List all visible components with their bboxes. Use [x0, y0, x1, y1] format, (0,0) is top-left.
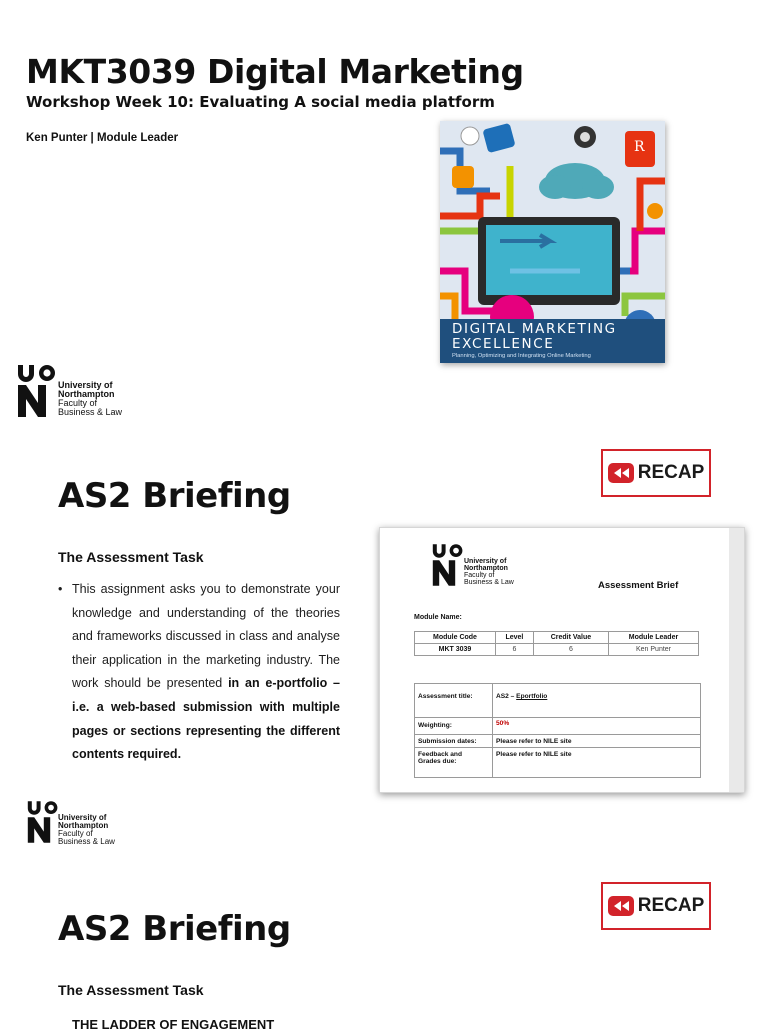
- slide3-title: AS2 Briefing: [58, 909, 291, 949]
- assessment-title-value: AS2 – Eportfolio: [493, 684, 701, 718]
- recap-label: RECAP: [637, 462, 705, 483]
- assessment-title-label: Assessment title:: [415, 684, 493, 718]
- university-logo-text: University of Northampton Faculty of Business & Law: [58, 380, 123, 417]
- slide1-title: MKT3039 Digital Marketing: [26, 52, 524, 91]
- recap-label: RECAP: [637, 895, 705, 916]
- bullet-paragraph: [72, 578, 340, 767]
- document-logo-text: University of Northampton Faculty of Business & Law: [464, 558, 514, 586]
- table-row: [415, 735, 701, 748]
- university-logo-text: University of Northampton Faculty of Business & Law: [58, 813, 115, 846]
- document-university-logo: [432, 542, 542, 590]
- assessment-brief-document: [379, 527, 745, 793]
- slide2-task-heading: The Assessment Task: [58, 549, 204, 565]
- uon-logo-mark: [27, 799, 59, 845]
- book-title-line2: EXCELLENCE: [452, 336, 555, 352]
- uon-logo-mark: [432, 542, 464, 588]
- credit-value-cell: 6: [533, 644, 608, 656]
- slide2-title: AS2 Briefing: [58, 476, 291, 516]
- university-logo: [27, 799, 137, 845]
- slide3-partial-line: THE LADDER OF ENGAGEMENT: [72, 1017, 275, 1032]
- book-title-line1: DIGITAL MARKETING: [452, 321, 617, 337]
- rewind-icon: [608, 463, 634, 483]
- uon-logo-mark: [17, 363, 57, 419]
- slide1-subtitle: Workshop Week 10: Evaluating A social media platform: [26, 93, 495, 111]
- level-cell: 6: [495, 644, 533, 656]
- feedback-label: Feedback and Grades due:: [415, 748, 493, 778]
- bullet-bold-text: in an e-portfolio – i.e. a web-based submission with multiple pages or sections representing the different contents required.: [72, 676, 340, 762]
- bullet-text: This assignment asks you to demonstrate your knowledge and understanding of the theories and frameworks discussed in class and analyse their application in the marketing industry. The work should be presented: [72, 582, 340, 691]
- document-edge: [729, 528, 744, 792]
- publisher-mark: R: [634, 139, 645, 155]
- book-tagline: Planning, Optimizing and Integrating Online Marketing: [452, 353, 591, 359]
- feedback-value: Please refer to NILE site: [493, 748, 701, 778]
- assessment-details-table: [414, 683, 701, 778]
- module-code-cell: MKT 3039: [415, 644, 496, 656]
- slide3-task-heading: The Assessment Task: [58, 982, 204, 998]
- table-row: [415, 718, 701, 735]
- recap-badge: [601, 449, 711, 497]
- slide1-author: Ken Punter | Module Leader: [26, 132, 179, 144]
- recap-badge: [601, 882, 711, 930]
- book-cover: [440, 121, 665, 363]
- table-row: [415, 644, 699, 656]
- table-row: [415, 748, 701, 778]
- university-logo: [17, 363, 137, 419]
- weighting-label: Weighting:: [415, 718, 493, 735]
- module-name-label: Module Name:: [414, 614, 462, 621]
- module-leader-cell: Ken Punter: [609, 644, 699, 656]
- document-header: Assessment Brief: [598, 580, 679, 591]
- assessment-task-bullet: [58, 578, 340, 767]
- column-header: Module Leader: [609, 632, 699, 644]
- bullet-marker: •: [58, 582, 63, 596]
- column-header: Credit Value: [533, 632, 608, 644]
- column-header: Module Code: [415, 632, 496, 644]
- submission-dates-value: Please refer to NILE site: [493, 735, 701, 748]
- weighting-value: 50%: [493, 718, 701, 735]
- rewind-icon: [608, 896, 634, 916]
- module-table-header: [415, 632, 699, 644]
- submission-dates-label: Submission dates:: [415, 735, 493, 748]
- table-row: [415, 684, 701, 718]
- column-header: Level: [495, 632, 533, 644]
- module-table: [414, 631, 699, 656]
